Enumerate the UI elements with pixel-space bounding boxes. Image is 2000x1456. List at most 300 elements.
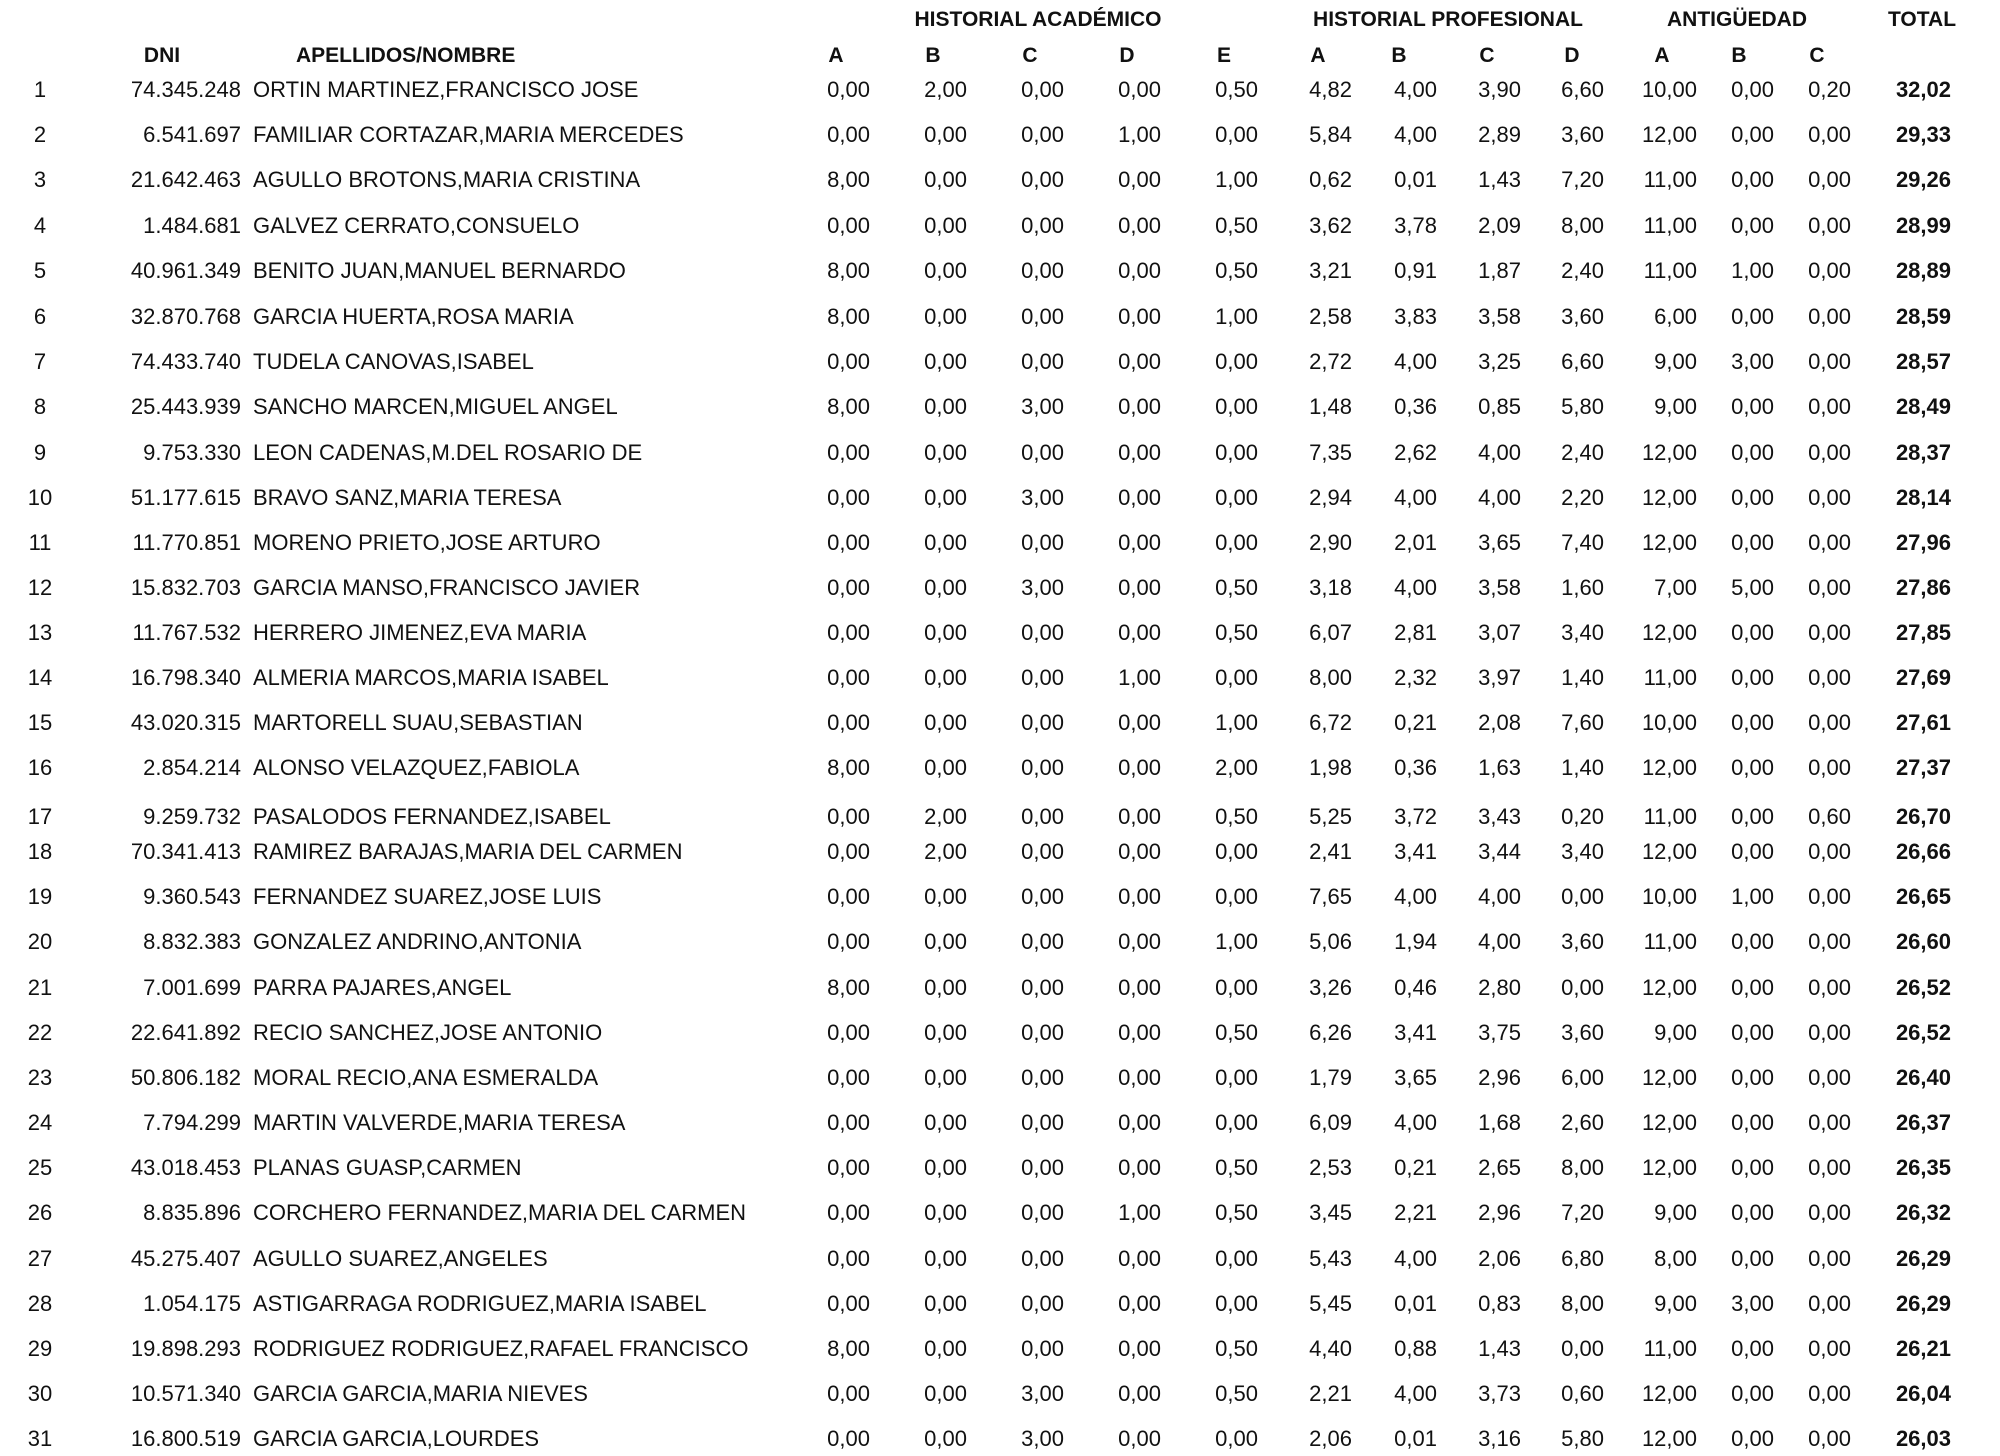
cell-dni: 19.898.293	[130, 1336, 241, 1361]
cell-antiguedad-b: 0,00	[1731, 1336, 1774, 1361]
cell-academico-d: 0,00	[1118, 304, 1161, 329]
cell-profesional-c: 3,65	[1478, 530, 1521, 555]
cell-academico-a: 8,00	[827, 167, 870, 192]
cell-row-number: 27	[27, 1246, 53, 1271]
cell-profesional-a: 5,45	[1309, 1291, 1352, 1316]
cell-antiguedad-c: 0,00	[1808, 349, 1851, 374]
cell-academico-c: 3,00	[1021, 394, 1064, 419]
cell-academico-c: 0,00	[1021, 884, 1064, 909]
cell-profesional-d: 7,20	[1561, 1200, 1604, 1225]
cell-row-number: 8	[33, 394, 47, 419]
cell-academico-e: 0,00	[1215, 394, 1258, 419]
cell-academico-e: 0,50	[1215, 258, 1258, 283]
cell-academico-b: 0,00	[924, 349, 967, 374]
cell-total: 26,70	[1895, 804, 1951, 829]
cell-dni: 9.753.330	[143, 440, 241, 465]
cell-total: 28,49	[1895, 394, 1951, 419]
cell-academico-d: 0,00	[1118, 440, 1161, 465]
cell-academico-c: 3,00	[1021, 1381, 1064, 1406]
cell-antiguedad-b: 0,00	[1731, 975, 1774, 1000]
cell-dni: 45.275.407	[130, 1246, 241, 1271]
cell-antiguedad-a: 12,00	[1641, 1155, 1697, 1180]
cell-academico-c: 3,00	[1021, 485, 1064, 510]
cell-academico-b: 0,00	[924, 929, 967, 954]
cell-antiguedad-b: 3,00	[1731, 1291, 1774, 1316]
cell-total: 28,37	[1895, 440, 1951, 465]
cell-profesional-c: 3,44	[1478, 839, 1521, 864]
cell-profesional-a: 2,41	[1309, 839, 1352, 864]
cell-academico-c: 0,00	[1021, 1065, 1064, 1090]
cell-row-number: 26	[27, 1200, 53, 1225]
cell-academico-b: 2,00	[924, 839, 967, 864]
cell-profesional-c: 3,90	[1478, 77, 1521, 102]
cell-profesional-a: 2,06	[1309, 1426, 1352, 1451]
column-header-academico-b: B	[925, 44, 941, 67]
cell-total: 26,52	[1895, 1020, 1951, 1045]
cell-total: 26,04	[1895, 1381, 1951, 1406]
cell-academico-a: 0,00	[827, 1246, 870, 1271]
cell-row-number: 19	[27, 884, 53, 909]
cell-academico-d: 0,00	[1118, 1020, 1161, 1045]
cell-total: 28,14	[1895, 485, 1951, 510]
cell-academico-a: 0,00	[827, 620, 870, 645]
cell-antiguedad-a: 11,00	[1643, 929, 1697, 954]
cell-apellidos-nombre: BENITO JUAN,MANUEL BERNARDO	[253, 258, 626, 283]
cell-antiguedad-b: 3,00	[1731, 349, 1774, 374]
cell-apellidos-nombre: GALVEZ CERRATO,CONSUELO	[253, 213, 580, 238]
cell-profesional-d: 7,40	[1561, 530, 1604, 555]
cell-academico-a: 0,00	[827, 77, 870, 102]
cell-profesional-b: 4,00	[1394, 1246, 1437, 1271]
cell-academico-c: 0,00	[1021, 975, 1064, 1000]
cell-academico-b: 0,00	[924, 1246, 967, 1271]
cell-profesional-b: 0,21	[1394, 710, 1437, 735]
cell-profesional-d: 0,00	[1561, 1336, 1604, 1361]
cell-antiguedad-c: 0,00	[1808, 304, 1851, 329]
cell-profesional-c: 2,06	[1478, 1246, 1521, 1271]
cell-antiguedad-a: 12,00	[1641, 1110, 1697, 1135]
cell-profesional-a: 6,26	[1309, 1020, 1352, 1045]
cell-profesional-a: 5,06	[1309, 929, 1352, 954]
cell-profesional-c: 3,07	[1478, 620, 1521, 645]
cell-academico-c: 0,00	[1021, 710, 1064, 735]
cell-academico-d: 0,00	[1118, 1110, 1161, 1135]
cell-academico-b: 0,00	[924, 665, 967, 690]
cell-academico-b: 0,00	[924, 1020, 967, 1045]
cell-academico-a: 8,00	[827, 258, 870, 283]
cell-profesional-a: 1,48	[1309, 394, 1352, 419]
cell-profesional-a: 8,00	[1309, 665, 1352, 690]
cell-academico-d: 0,00	[1118, 884, 1161, 909]
cell-profesional-c: 2,89	[1478, 122, 1521, 147]
cell-academico-c: 3,00	[1021, 575, 1064, 600]
cell-academico-b: 0,00	[924, 1065, 967, 1090]
cell-dni: 1.484.681	[143, 213, 241, 238]
cell-profesional-a: 2,94	[1309, 485, 1352, 510]
cell-dni: 9.259.732	[143, 804, 241, 829]
cell-profesional-a: 5,25	[1309, 804, 1352, 829]
cell-profesional-b: 4,00	[1394, 122, 1437, 147]
cell-academico-e: 0,00	[1215, 975, 1258, 1000]
cell-academico-d: 0,00	[1118, 77, 1161, 102]
cell-total: 26,35	[1895, 1155, 1951, 1180]
cell-antiguedad-b: 0,00	[1731, 665, 1774, 690]
cell-profesional-c: 4,00	[1478, 440, 1521, 465]
cell-profesional-b: 0,01	[1394, 167, 1437, 192]
cell-total: 26,29	[1895, 1246, 1951, 1271]
cell-academico-d: 0,00	[1118, 1426, 1161, 1451]
cell-profesional-d: 3,60	[1561, 122, 1604, 147]
cell-academico-c: 3,00	[1021, 1426, 1064, 1451]
cell-apellidos-nombre: RAMIREZ BARAJAS,MARIA DEL CARMEN	[253, 839, 683, 864]
cell-profesional-a: 6,09	[1309, 1110, 1352, 1135]
cell-antiguedad-c: 0,00	[1808, 755, 1851, 780]
cell-profesional-b: 4,00	[1394, 575, 1437, 600]
cell-profesional-d: 3,60	[1561, 929, 1604, 954]
cell-dni: 1.054.175	[143, 1291, 241, 1316]
cell-profesional-a: 2,90	[1309, 530, 1352, 555]
cell-antiguedad-a: 9,00	[1654, 1291, 1697, 1316]
column-header-profesional-c: C	[1479, 44, 1495, 67]
cell-dni: 40.961.349	[130, 258, 241, 283]
cell-academico-e: 0,00	[1215, 349, 1258, 374]
cell-profesional-c: 3,58	[1478, 304, 1521, 329]
cell-antiguedad-c: 0,00	[1808, 575, 1851, 600]
cell-profesional-a: 3,21	[1309, 258, 1352, 283]
cell-antiguedad-c: 0,00	[1808, 929, 1851, 954]
cell-academico-e: 0,50	[1215, 575, 1258, 600]
cell-row-number: 5	[33, 258, 47, 283]
cell-row-number: 12	[27, 575, 53, 600]
group-header-historial-academico: HISTORIAL ACADÉMICO	[914, 8, 1162, 31]
cell-academico-b: 0,00	[924, 440, 967, 465]
cell-antiguedad-a: 10,00	[1641, 884, 1697, 909]
cell-profesional-b: 4,00	[1394, 349, 1437, 374]
column-header-profesional-d: D	[1564, 44, 1580, 67]
cell-antiguedad-a: 11,00	[1643, 665, 1697, 690]
cell-academico-b: 0,00	[924, 1200, 967, 1225]
cell-apellidos-nombre: ASTIGARRAGA RODRIGUEZ,MARIA ISABEL	[253, 1291, 707, 1316]
cell-apellidos-nombre: RECIO SANCHEZ,JOSE ANTONIO	[253, 1020, 603, 1045]
cell-antiguedad-b: 0,00	[1731, 122, 1774, 147]
cell-academico-e: 0,00	[1215, 839, 1258, 864]
cell-academico-e: 0,00	[1215, 1110, 1258, 1135]
cell-antiguedad-b: 0,00	[1731, 1110, 1774, 1135]
cell-dni: 74.433.740	[130, 349, 241, 374]
cell-academico-d: 0,00	[1118, 710, 1161, 735]
cell-academico-e: 0,00	[1215, 884, 1258, 909]
cell-row-number: 21	[27, 975, 53, 1000]
cell-apellidos-nombre: PASALODOS FERNANDEZ,ISABEL	[253, 804, 611, 829]
cell-dni: 11.770.851	[132, 530, 241, 555]
cell-antiguedad-c: 0,60	[1808, 804, 1851, 829]
cell-academico-d: 0,00	[1118, 1291, 1161, 1316]
cell-total: 26,60	[1895, 929, 1951, 954]
cell-antiguedad-a: 11,00	[1643, 804, 1697, 829]
cell-antiguedad-a: 9,00	[1654, 394, 1697, 419]
cell-row-number: 18	[27, 839, 53, 864]
cell-profesional-d: 0,00	[1561, 975, 1604, 1000]
cell-profesional-d: 6,60	[1561, 349, 1604, 374]
cell-profesional-c: 3,75	[1478, 1020, 1521, 1045]
cell-academico-a: 0,00	[827, 530, 870, 555]
cell-total: 27,96	[1895, 530, 1951, 555]
cell-profesional-a: 6,07	[1309, 620, 1352, 645]
cell-antiguedad-c: 0,00	[1808, 1426, 1851, 1451]
cell-row-number: 16	[27, 755, 53, 780]
cell-academico-b: 0,00	[924, 884, 967, 909]
cell-apellidos-nombre: PLANAS GUASP,CARMEN	[253, 1155, 522, 1180]
cell-apellidos-nombre: AGULLO BROTONS,MARIA CRISTINA	[253, 167, 641, 192]
cell-antiguedad-a: 11,00	[1643, 213, 1697, 238]
cell-academico-d: 0,00	[1118, 485, 1161, 510]
cell-apellidos-nombre: GARCIA GARCIA,MARIA NIEVES	[253, 1381, 588, 1406]
cell-dni: 6.541.697	[143, 122, 241, 147]
cell-academico-b: 0,00	[924, 167, 967, 192]
cell-row-number: 23	[27, 1065, 53, 1090]
cell-profesional-a: 2,72	[1309, 349, 1352, 374]
cell-antiguedad-c: 0,00	[1808, 1110, 1851, 1135]
cell-profesional-a: 5,43	[1309, 1246, 1352, 1271]
cell-row-number: 22	[27, 1020, 53, 1045]
cell-antiguedad-b: 0,00	[1731, 1246, 1774, 1271]
cell-academico-a: 8,00	[827, 304, 870, 329]
cell-profesional-d: 8,00	[1561, 213, 1604, 238]
cell-apellidos-nombre: PARRA PAJARES,ANGEL	[253, 975, 512, 1000]
cell-apellidos-nombre: GONZALEZ ANDRINO,ANTONIA	[253, 929, 582, 954]
cell-profesional-b: 2,62	[1394, 440, 1437, 465]
cell-academico-d: 0,00	[1118, 1381, 1161, 1406]
cell-antiguedad-a: 12,00	[1641, 530, 1697, 555]
cell-apellidos-nombre: MORAL RECIO,ANA ESMERALDA	[253, 1065, 599, 1090]
cell-profesional-c: 1,43	[1478, 1336, 1521, 1361]
cell-antiguedad-a: 12,00	[1641, 755, 1697, 780]
column-header-academico-d: D	[1119, 44, 1135, 67]
cell-profesional-a: 3,62	[1309, 213, 1352, 238]
cell-antiguedad-a: 11,00	[1643, 1336, 1697, 1361]
cell-academico-e: 0,00	[1215, 440, 1258, 465]
cell-dni: 70.341.413	[130, 839, 241, 864]
cell-row-number: 3	[33, 167, 47, 192]
cell-profesional-a: 3,18	[1309, 575, 1352, 600]
cell-antiguedad-b: 5,00	[1731, 575, 1774, 600]
cell-academico-a: 8,00	[827, 1336, 870, 1361]
cell-antiguedad-a: 9,00	[1654, 349, 1697, 374]
cell-academico-a: 0,00	[827, 1426, 870, 1451]
cell-total: 27,85	[1895, 620, 1951, 645]
cell-total: 28,89	[1895, 258, 1951, 283]
cell-total: 26,03	[1895, 1426, 1951, 1451]
cell-academico-a: 0,00	[827, 1381, 870, 1406]
cell-academico-b: 0,00	[924, 710, 967, 735]
cell-row-number: 30	[27, 1381, 53, 1406]
cell-academico-e: 0,00	[1215, 485, 1258, 510]
cell-antiguedad-b: 0,00	[1731, 755, 1774, 780]
cell-profesional-b: 3,72	[1394, 804, 1437, 829]
cell-antiguedad-a: 12,00	[1641, 485, 1697, 510]
cell-academico-a: 0,00	[827, 349, 870, 374]
cell-apellidos-nombre: HERRERO JIMENEZ,EVA MARIA	[253, 620, 587, 645]
cell-academico-c: 0,00	[1021, 1291, 1064, 1316]
cell-antiguedad-a: 12,00	[1641, 122, 1697, 147]
cell-dni: 11.767.532	[132, 620, 241, 645]
cell-profesional-d: 6,60	[1561, 77, 1604, 102]
cell-profesional-b: 3,83	[1394, 304, 1437, 329]
cell-profesional-c: 1,63	[1478, 755, 1521, 780]
cell-academico-e: 0,50	[1215, 1155, 1258, 1180]
cell-dni: 50.806.182	[130, 1065, 241, 1090]
cell-dni: 8.835.896	[143, 1200, 241, 1225]
cell-antiguedad-c: 0,00	[1808, 1291, 1851, 1316]
cell-academico-d: 0,00	[1118, 755, 1161, 780]
cell-academico-d: 0,00	[1118, 929, 1161, 954]
cell-antiguedad-b: 0,00	[1731, 77, 1774, 102]
cell-academico-c: 0,00	[1021, 1155, 1064, 1180]
cell-profesional-d: 6,00	[1561, 1065, 1604, 1090]
cell-academico-a: 8,00	[827, 394, 870, 419]
cell-academico-c: 0,00	[1021, 167, 1064, 192]
cell-academico-b: 0,00	[924, 304, 967, 329]
cell-profesional-d: 3,40	[1561, 620, 1604, 645]
cell-apellidos-nombre: FAMILIAR CORTAZAR,MARIA MERCEDES	[253, 122, 684, 147]
cell-academico-b: 0,00	[924, 258, 967, 283]
cell-academico-b: 2,00	[924, 77, 967, 102]
cell-profesional-d: 2,40	[1561, 440, 1604, 465]
cell-apellidos-nombre: BRAVO SANZ,MARIA TERESA	[253, 485, 562, 510]
cell-academico-e: 1,00	[1215, 304, 1258, 329]
cell-academico-a: 0,00	[827, 440, 870, 465]
column-header-dni: DNI	[143, 44, 181, 67]
group-header-total: TOTAL	[1887, 8, 1957, 31]
cell-antiguedad-b: 0,00	[1731, 1200, 1774, 1225]
cell-total: 32,02	[1895, 77, 1951, 102]
cell-academico-b: 0,00	[924, 1381, 967, 1406]
cell-profesional-c: 4,00	[1478, 485, 1521, 510]
cell-profesional-a: 4,82	[1309, 77, 1352, 102]
cell-academico-c: 0,00	[1021, 755, 1064, 780]
cell-academico-b: 0,00	[924, 122, 967, 147]
cell-antiguedad-a: 12,00	[1641, 839, 1697, 864]
cell-academico-a: 0,00	[827, 1065, 870, 1090]
cell-dni: 43.020.315	[130, 710, 241, 735]
cell-row-number: 9	[33, 440, 47, 465]
cell-academico-d: 1,00	[1118, 122, 1161, 147]
cell-antiguedad-c: 0,00	[1808, 839, 1851, 864]
cell-total: 28,99	[1895, 213, 1951, 238]
cell-academico-c: 0,00	[1021, 440, 1064, 465]
cell-academico-e: 0,00	[1215, 1246, 1258, 1271]
column-header-profesional-a: A	[1310, 44, 1326, 67]
cell-academico-a: 0,00	[827, 213, 870, 238]
cell-profesional-c: 4,00	[1478, 929, 1521, 954]
cell-profesional-c: 2,08	[1478, 710, 1521, 735]
cell-academico-d: 0,00	[1118, 213, 1161, 238]
cell-total: 26,21	[1895, 1336, 1951, 1361]
cell-antiguedad-b: 1,00	[1731, 258, 1774, 283]
cell-total: 29,26	[1895, 167, 1951, 192]
cell-academico-b: 0,00	[924, 485, 967, 510]
cell-academico-d: 0,00	[1118, 258, 1161, 283]
cell-academico-b: 0,00	[924, 975, 967, 1000]
cell-apellidos-nombre: TUDELA CANOVAS,ISABEL	[253, 349, 534, 374]
cell-academico-e: 0,50	[1215, 213, 1258, 238]
cell-profesional-b: 2,01	[1394, 530, 1437, 555]
cell-antiguedad-c: 0,00	[1808, 213, 1851, 238]
cell-antiguedad-b: 0,00	[1731, 710, 1774, 735]
cell-antiguedad-a: 8,00	[1654, 1246, 1697, 1271]
cell-antiguedad-a: 11,00	[1643, 167, 1697, 192]
cell-academico-e: 0,00	[1215, 665, 1258, 690]
cell-total: 28,59	[1895, 304, 1951, 329]
cell-antiguedad-c: 0,00	[1808, 258, 1851, 283]
cell-total: 26,65	[1895, 884, 1951, 909]
cell-profesional-d: 0,60	[1561, 1381, 1604, 1406]
cell-academico-c: 0,00	[1021, 349, 1064, 374]
cell-academico-e: 0,00	[1215, 122, 1258, 147]
cell-apellidos-nombre: ALMERIA MARCOS,MARIA ISABEL	[253, 665, 609, 690]
cell-profesional-c: 2,96	[1478, 1065, 1521, 1090]
cell-academico-d: 0,00	[1118, 975, 1161, 1000]
cell-profesional-c: 1,87	[1478, 258, 1521, 283]
cell-profesional-a: 2,53	[1309, 1155, 1352, 1180]
cell-apellidos-nombre: SANCHO MARCEN,MIGUEL ANGEL	[253, 394, 618, 419]
cell-total: 26,29	[1895, 1291, 1951, 1316]
cell-profesional-d: 6,80	[1561, 1246, 1604, 1271]
cell-profesional-d: 1,60	[1561, 575, 1604, 600]
cell-apellidos-nombre: MORENO PRIETO,JOSE ARTURO	[253, 530, 601, 555]
cell-profesional-b: 3,78	[1394, 213, 1437, 238]
cell-antiguedad-b: 0,00	[1731, 1155, 1774, 1180]
cell-dni: 7.001.699	[143, 975, 241, 1000]
cell-academico-c: 0,00	[1021, 258, 1064, 283]
cell-profesional-b: 4,00	[1394, 77, 1437, 102]
cell-academico-c: 0,00	[1021, 304, 1064, 329]
cell-apellidos-nombre: GARCIA HUERTA,ROSA MARIA	[253, 304, 574, 329]
cell-antiguedad-a: 11,00	[1643, 258, 1697, 283]
cell-apellidos-nombre: FERNANDEZ SUAREZ,JOSE LUIS	[253, 884, 602, 909]
cell-academico-d: 1,00	[1118, 1200, 1161, 1225]
cell-apellidos-nombre: GARCIA GARCIA,LOURDES	[253, 1426, 540, 1451]
cell-academico-d: 0,00	[1118, 1336, 1161, 1361]
cell-profesional-b: 0,36	[1394, 394, 1437, 419]
cell-profesional-d: 0,20	[1561, 804, 1604, 829]
cell-academico-c: 0,00	[1021, 122, 1064, 147]
cell-antiguedad-b: 0,00	[1731, 167, 1774, 192]
cell-profesional-c: 0,83	[1478, 1291, 1521, 1316]
cell-academico-c: 0,00	[1021, 839, 1064, 864]
cell-profesional-a: 5,84	[1309, 122, 1352, 147]
cell-antiguedad-b: 1,00	[1731, 884, 1774, 909]
cell-dni: 9.360.543	[143, 884, 241, 909]
cell-academico-d: 0,00	[1118, 530, 1161, 555]
cell-antiguedad-c: 0,00	[1808, 665, 1851, 690]
cell-academico-e: 0,00	[1215, 1065, 1258, 1090]
cell-antiguedad-c: 0,00	[1808, 394, 1851, 419]
cell-total: 27,37	[1895, 755, 1951, 780]
cell-academico-b: 0,00	[924, 1291, 967, 1316]
cell-academico-d: 0,00	[1118, 1246, 1161, 1271]
cell-academico-a: 0,00	[827, 122, 870, 147]
cell-profesional-c: 3,25	[1478, 349, 1521, 374]
cell-profesional-b: 1,94	[1394, 929, 1437, 954]
cell-antiguedad-a: 10,00	[1641, 77, 1697, 102]
cell-profesional-a: 6,72	[1309, 710, 1352, 735]
cell-antiguedad-b: 0,00	[1731, 394, 1774, 419]
cell-dni: 15.832.703	[130, 575, 241, 600]
cell-dni: 16.800.519	[130, 1426, 241, 1451]
cell-antiguedad-c: 0,00	[1808, 1065, 1851, 1090]
cell-academico-b: 0,00	[924, 575, 967, 600]
